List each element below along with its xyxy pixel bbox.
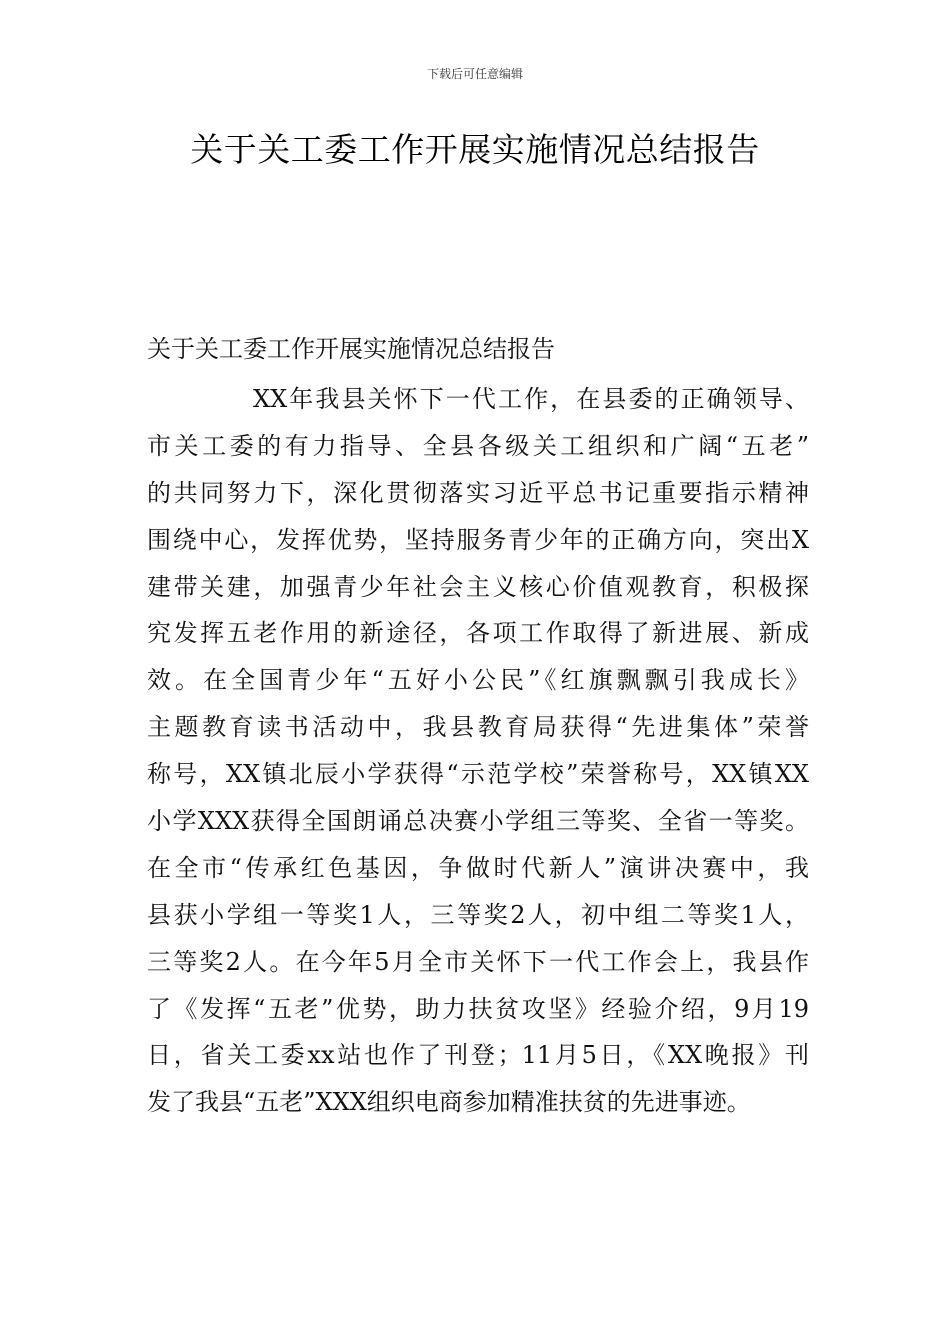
document-title: 关于关工委工作开展实施情况总结报告 [190,130,760,169]
paragraph-line: 究发挥五老作用的新途径，各项工作取得了新进展、新成 [147,619,809,648]
document-subtitle: 关于关工委工作开展实施情况总结报告 [147,335,555,363]
paragraph-line: 日，省关工委xx站也作了刊登；11月5日，《XX晚报》刊 [147,1041,809,1070]
paragraph-line: 市关工委的有力指导、全县各级关工组织和广阔“五老” [147,431,809,460]
paragraph-line: 的共同努力下，深化贯彻落实习近平总书记重要指示精神 [147,478,809,507]
paragraph-line: 小学XXX获得全国朗诵总决赛小学组三等奖、全省一等奖。 [147,807,809,836]
paragraph-line: 在全市“传承红色基因，争做时代新人”演讲决赛中，我 [147,853,809,882]
paragraph-line: 县获小学组一等奖1人，三等奖2人，初中组二等奖1人， [147,900,809,929]
paragraph-line: 三等奖2人。在今年5月全市关怀下一代工作会上，我县作 [147,947,809,976]
paragraph-line: 围绕中心，发挥优势，坚持服务青少年的正确方向，突出X [147,525,809,554]
paragraph-line: 发了我县“五老”XXX组织电商参加精准扶贫的先进事迹。 [147,1088,751,1117]
page-header-note: 下载后可任意编辑 [426,67,523,81]
paragraph-line: XX年我县关怀下一代工作，在县委的正确领导、 [253,385,809,413]
body-paragraph [147,376,809,1126]
paragraph-line: 了《发挥“五老”优势，助力扶贫攻坚》经验介绍，9月19 [147,994,809,1023]
paragraph-line: 主题教育读书活动中，我县教育局获得“先进集体”荣誉 [147,713,809,742]
paragraph-line: 建带关建，加强青少年社会主义核心价值观教育，积极探 [147,572,809,601]
paragraph-line: 称号，XX镇北辰小学获得“示范学校”荣誉称号，XX镇XX [147,760,809,789]
paragraph-line: 效。在全国青少年“五好小公民”《红旗飘飘引我成长》 [147,666,809,695]
